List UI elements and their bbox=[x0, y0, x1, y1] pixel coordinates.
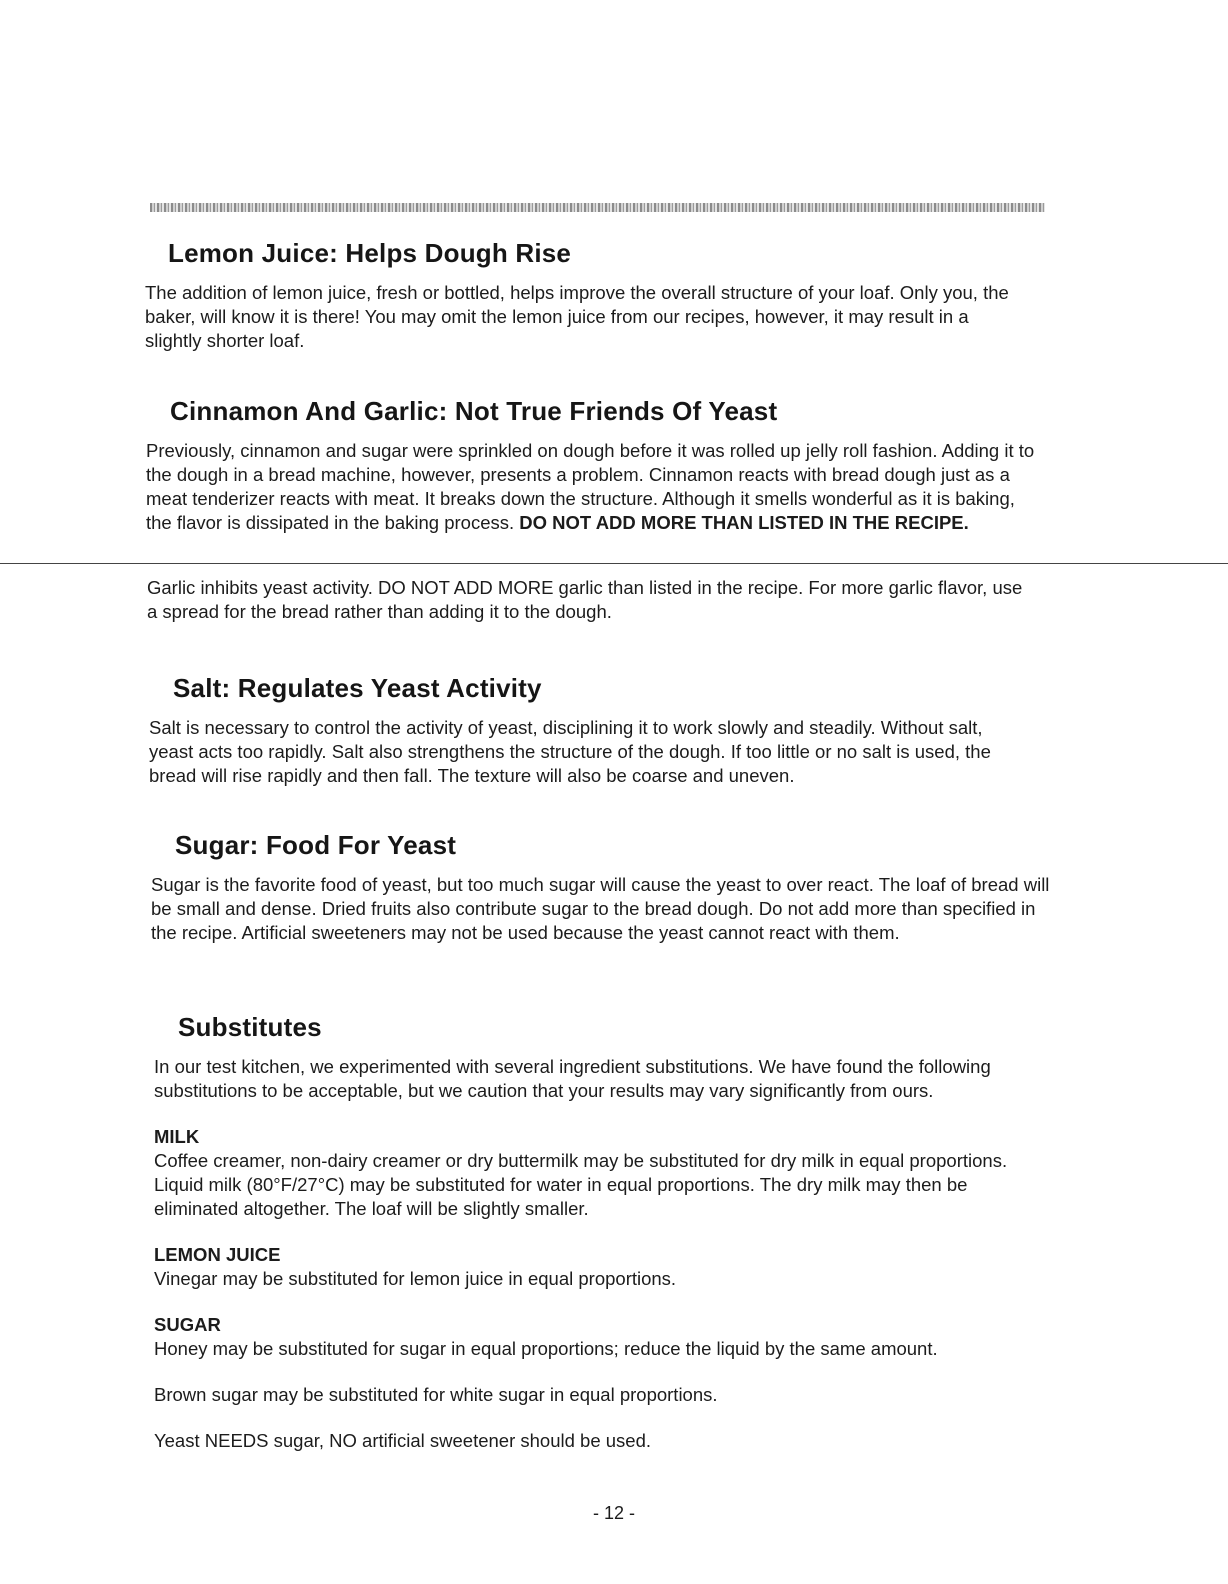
substitutes-intro: In our test kitchen, we experimented with several ingredient substitutions. We have found the following substitutions to be acceptable, but we caution that your results may vary significantly from ours. bbox=[154, 1056, 991, 1101]
garlic-section bbox=[147, 576, 1027, 624]
lemon-juice-section bbox=[145, 238, 1025, 353]
yeast-sugar-note: Yeast NEEDS sugar, NO artificial sweetener should be used. bbox=[154, 1430, 652, 1451]
substitutes-section bbox=[154, 1012, 1039, 1453]
cinnamon-warning: DO NOT ADD MORE THAN LISTED IN THE RECIPE. bbox=[519, 512, 969, 533]
salt-section bbox=[149, 673, 1029, 788]
sugar-body: Sugar is the favorite food of yeast, but too much sugar will cause the yeast to over react. The loaf of bread will be small and dense. Dried fruits also contribute sugar to the bread dough. Do not add more than specified in the recipe. Artificial sweeteners may not be used because the yeast cannot react with them. bbox=[151, 874, 1050, 943]
lemon-juice-substitute: Vinegar may be substituted for lemon juice in equal proportions. bbox=[154, 1268, 677, 1289]
cinnamon-body-text: Previously, cinnamon and sugar were sprinkled on dough before it was rolled up jelly roll fashion. Adding it to the dough in a bread machine, however, presents a problem. Cinnamon reacts with bread dough just as a meat tenderizer reacts with meat. It breaks down the structure. Although it smells wonderful as it is baking, the flavor is dissipated in the baking process. bbox=[146, 440, 1035, 533]
lemon-juice-label: LEMON JUICE bbox=[154, 1244, 281, 1265]
sugar-section bbox=[151, 830, 1056, 945]
brown-sugar-substitute: Brown sugar may be substituted for white sugar in equal proportions. bbox=[154, 1384, 718, 1405]
cinnamon-garlic-heading: Cinnamon And Garlic: Not True Friends Of Yeast bbox=[170, 396, 778, 426]
salt-body: Salt is necessary to control the activity of yeast, disciplining it to work slowly and steadily. Without salt, yeast acts too rapidly. Salt also strengthens the structure of the dough. If too little or no salt is used, the bread will rise rapidly and then fall. The texture will also be coarse and uneven. bbox=[149, 717, 991, 786]
sugar-heading: Sugar: Food For Yeast bbox=[175, 830, 457, 860]
substitutes-heading: Substitutes bbox=[178, 1012, 322, 1042]
page-rule bbox=[0, 563, 1228, 564]
cinnamon-body bbox=[146, 439, 1036, 535]
honey-substitute: Honey may be substituted for sugar in equal proportions; reduce the liquid by the same amount. bbox=[154, 1338, 938, 1359]
sugar-label: SUGAR bbox=[154, 1314, 221, 1335]
salt-heading: Salt: Regulates Yeast Activity bbox=[173, 673, 542, 703]
milk-body: Coffee creamer, non-dairy creamer or dry buttermilk may be substituted for dry milk in equal proportions. Liquid milk (80°F/27°C) may be substituted for water in equal proportions. The dry milk may then be eliminated altogether. The loaf will be slightly smaller. bbox=[154, 1150, 1008, 1219]
garlic-body: Garlic inhibits yeast activity. DO NOT ADD MORE garlic than listed in the recipe. For more garlic flavor, use a spread for the bread rather than adding it to the dough. bbox=[147, 577, 1023, 622]
cinnamon-garlic-section bbox=[146, 396, 1036, 535]
page-number: - 12 - bbox=[592, 1503, 635, 1523]
lemon-juice-heading: Lemon Juice: Helps Dough Rise bbox=[168, 238, 572, 268]
milk-label: MILK bbox=[154, 1126, 200, 1147]
scan-divider bbox=[150, 203, 1045, 212]
lemon-juice-body: The addition of lemon juice, fresh or bottled, helps improve the overall structure of your loaf. Only you, the baker, will know it is there! You may omit the lemon juice from our recipes, however, it may result in a slightly shorter loaf. bbox=[145, 282, 1009, 351]
